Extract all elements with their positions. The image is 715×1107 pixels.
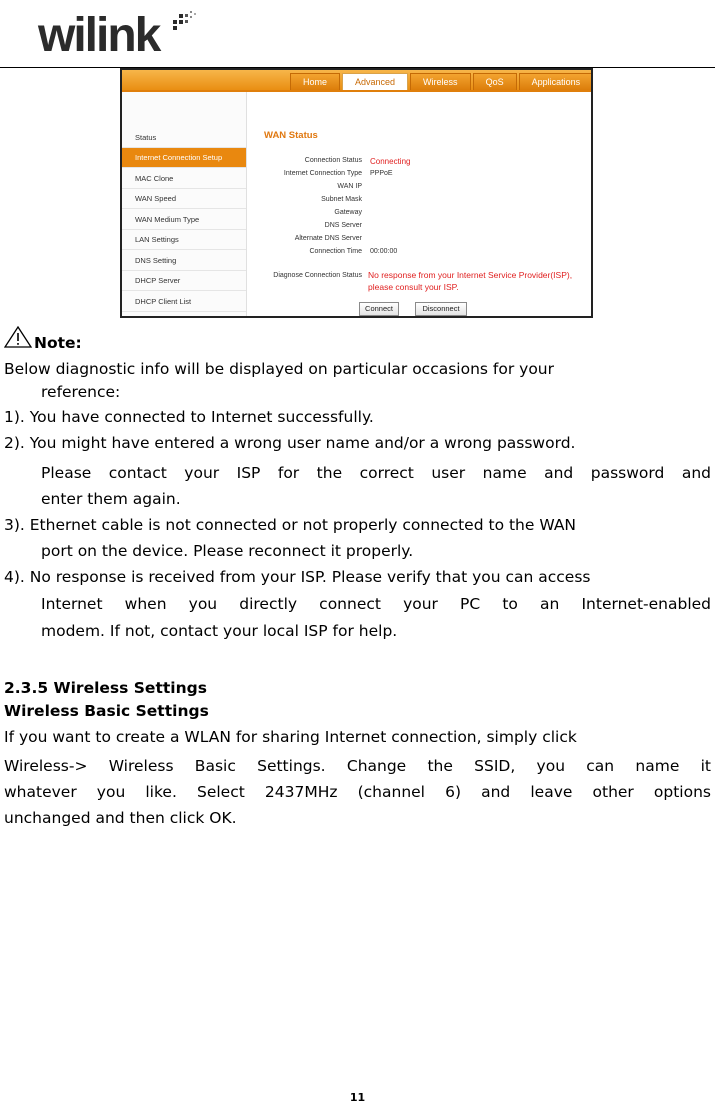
connection-type-value: PPPoE xyxy=(370,170,393,177)
field-label: Subnet Mask xyxy=(321,196,362,203)
tab-advanced[interactable]: Advanced xyxy=(342,73,408,90)
note-item-4-line-1: 4). No response is received from your ISP. Please verify that you can access xyxy=(4,568,591,586)
diagnose-line-1: No response from your Internet Service Provider(ISP), xyxy=(368,270,573,280)
field-label: DNS Server xyxy=(324,222,362,229)
section-body-line-3: whatever you like. Select 2437MHz (channel 6) and leave other options xyxy=(4,783,711,801)
connection-status-value: Connecting xyxy=(370,157,411,166)
note-item-2-line-3: enter them again. xyxy=(41,490,181,508)
section-body-line-1: If you want to create a WLAN for sharing Internet connection, simply click xyxy=(4,728,577,746)
connect-button[interactable]: Connect xyxy=(359,302,399,316)
sidebar-item-dhcp-client-list[interactable]: DHCP Client List xyxy=(122,292,246,312)
router-main-panel xyxy=(250,92,590,318)
tab-applications[interactable]: Applications xyxy=(519,73,593,90)
field-row xyxy=(250,170,590,183)
diagnose-line-2: please consult your ISP. xyxy=(368,282,459,292)
tab-qos[interactable]: QoS xyxy=(473,73,517,90)
note-item-3-line-1: 3). Ethernet cable is not connected or not properly connected to the WAN xyxy=(4,516,577,534)
sidebar-item-wan-speed[interactable]: WAN Speed xyxy=(122,189,246,209)
sidebar-item-mac-clone[interactable]: MAC Clone xyxy=(122,169,246,189)
field-row xyxy=(250,235,590,248)
sidebar-item-dns-setting[interactable]: DNS Setting xyxy=(122,251,246,271)
sidebar-item-dhcp-server[interactable]: DHCP Server xyxy=(122,271,246,291)
field-row xyxy=(250,222,590,235)
field-row xyxy=(250,183,590,196)
sidebar-item-wan-medium-type[interactable]: WAN Medium Type xyxy=(122,210,246,230)
wan-status-title: WAN Status xyxy=(264,130,318,141)
router-screenshot xyxy=(120,68,593,318)
field-label: Internet Connection Type xyxy=(283,170,362,177)
router-topbar xyxy=(122,70,591,90)
logo-dots-icon xyxy=(171,10,199,34)
note-item-4-line-3: modem. If not, contact your local ISP for help. xyxy=(41,622,398,640)
sidebar-item-lan-settings[interactable]: LAN Settings xyxy=(122,230,246,250)
field-label: WAN IP xyxy=(337,183,362,190)
section-heading: 2.3.5 Wireless Settings xyxy=(4,679,207,697)
note-item-4-line-2: Internet when you directly connect your PC to an Internet-enabled xyxy=(41,595,711,613)
note-item-2-line-1: 2). You might have entered a wrong user name and/or a wrong password. xyxy=(4,434,576,452)
field-label: Connection Time xyxy=(309,248,362,255)
disconnect-button[interactable]: Disconnect xyxy=(415,302,467,316)
field-label: Connection Status xyxy=(304,157,362,164)
field-row xyxy=(250,196,590,209)
note-item-3-line-2: port on the device. Please reconnect it properly. xyxy=(41,542,414,560)
tab-wireless[interactable]: Wireless xyxy=(410,73,471,90)
logo-text: wilink xyxy=(38,9,160,62)
field-row xyxy=(250,157,590,170)
field-row xyxy=(250,209,590,222)
note-intro-line-1: Below diagnostic info will be displayed on particular occasions for your xyxy=(4,360,555,378)
connection-time-value: 00:00:00 xyxy=(370,248,398,255)
page-number: 11 xyxy=(349,1091,366,1104)
sidebar-item-internet-connection-setup[interactable]: Internet Connection Setup xyxy=(122,148,246,168)
router-tabs xyxy=(290,73,593,90)
note-intro-line-2: reference: xyxy=(41,383,121,401)
diagnose-message xyxy=(368,269,572,293)
section-body-line-2: Wireless-> Wireless Basic Settings. Change the SSID, you can name it xyxy=(4,757,711,775)
field-label: Gateway xyxy=(334,209,362,216)
field-label: Alternate DNS Server xyxy=(294,235,362,242)
field-row xyxy=(250,248,590,261)
warning-icon xyxy=(4,326,34,348)
sidebar-item-status[interactable]: Status xyxy=(122,128,246,148)
diagnose-label: Diagnose Connection Status xyxy=(273,272,362,279)
brand-logo xyxy=(38,8,198,60)
tab-home[interactable]: Home xyxy=(290,73,340,90)
note-item-2-line-2: Please contact your ISP for the correct user name and password and xyxy=(41,464,711,482)
router-sidebar xyxy=(122,92,247,318)
note-label: Note: xyxy=(34,334,82,352)
note-item-1: 1). You have connected to Internet successfully. xyxy=(4,408,374,426)
section-body-line-4: unchanged and then click OK. xyxy=(4,809,237,827)
section-subheading: Wireless Basic Settings xyxy=(4,702,209,720)
